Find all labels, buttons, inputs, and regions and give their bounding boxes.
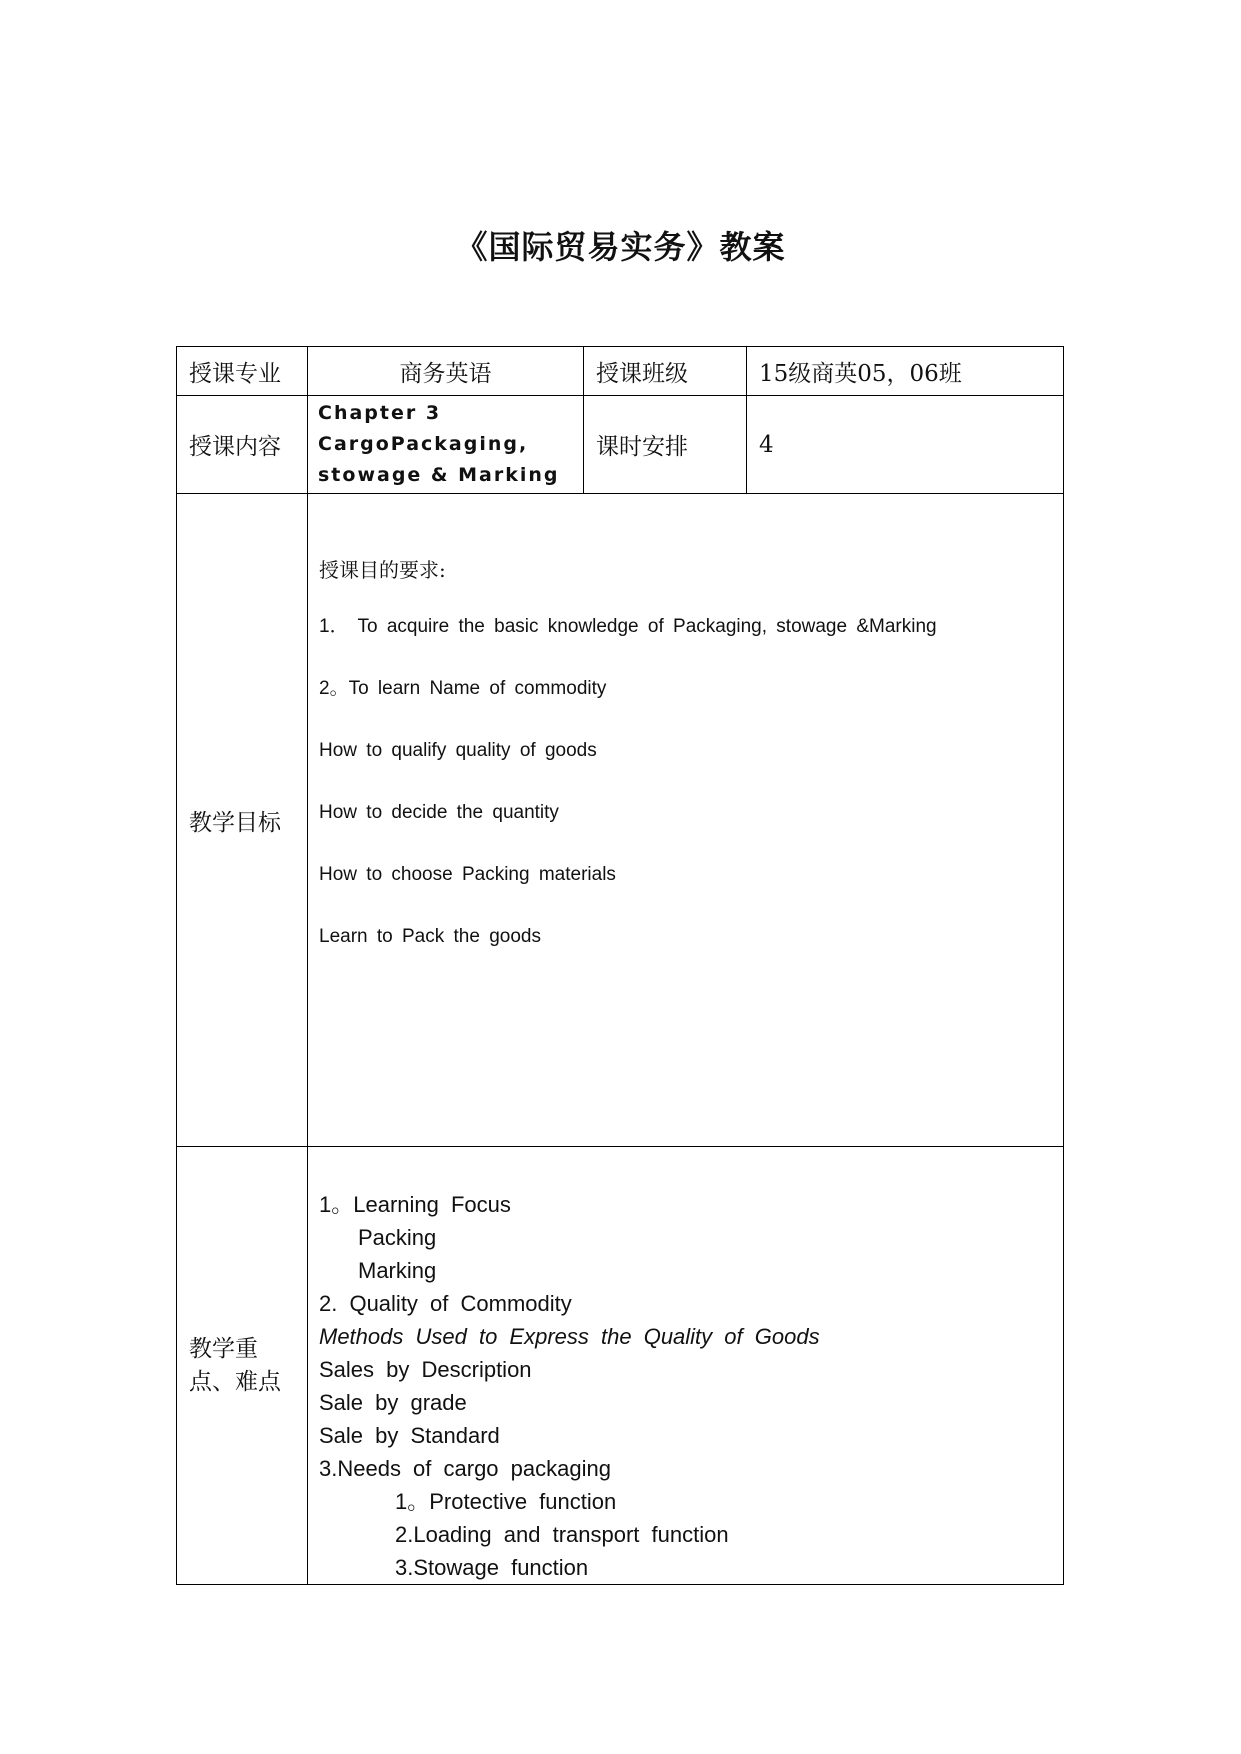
objective-item: How to qualify quality of goods (319, 740, 597, 761)
key-point-item: 1。Protective function (395, 1489, 617, 1514)
key-point-item: 3.Needs of cargo packaging (319, 1456, 611, 1481)
objective-item: How to decide the quantity (319, 802, 559, 823)
objective-item: 1． To acquire the basic knowledge of Packaging, stowage &Marking (319, 616, 937, 637)
objective-item: Learn to Pack the goods (319, 926, 541, 947)
key-point-item: Sale by grade (319, 1390, 467, 1415)
document-title: 《国际贸易实务》教案 (455, 228, 786, 266)
key-point-item: Methods Used to Express the Quality of Goods (319, 1324, 820, 1349)
major-value: 商务英语 (308, 347, 584, 396)
objective-item: 2。To learn Name of commodity (319, 678, 607, 699)
hours-label: 课时安排 (584, 396, 747, 494)
key-point-item: Sales by Description (319, 1357, 532, 1382)
class-label: 授课班级 (584, 347, 747, 396)
content-label: 授课内容 (177, 396, 308, 494)
objectives-heading: 授课目的要求: (319, 558, 446, 582)
lesson-plan-table (176, 346, 1064, 1585)
class-value: 15级商英05，06班 (747, 347, 1064, 396)
key-point-item: 2. Quality of Commodity (319, 1291, 572, 1316)
key-point-item: 2.Loading and transport function (395, 1522, 729, 1547)
key-point-item: Packing (358, 1225, 437, 1250)
hours-value: 4 (747, 396, 1064, 494)
key-points-content (308, 1147, 1064, 1585)
key-point-item: Sale by Standard (319, 1423, 500, 1448)
objective-item: How to choose Packing materials (319, 864, 616, 885)
key-point-item: 3.Stowage function (395, 1555, 589, 1580)
objectives-label: 教学目标 (177, 494, 308, 1147)
table-row (177, 347, 1064, 396)
key-point-item: 1。Learning Focus (319, 1192, 511, 1217)
content-value: Chapter 3 CargoPackaging, stowage & Marking (308, 396, 584, 494)
table-row (177, 494, 1064, 1147)
major-label: 授课专业 (177, 347, 308, 396)
table-row (177, 396, 1064, 494)
table-row (177, 1147, 1064, 1585)
objectives-content (308, 494, 1064, 1147)
key-points-label: 教学重点、难点 (177, 1147, 308, 1585)
key-point-item: Marking (358, 1258, 437, 1283)
